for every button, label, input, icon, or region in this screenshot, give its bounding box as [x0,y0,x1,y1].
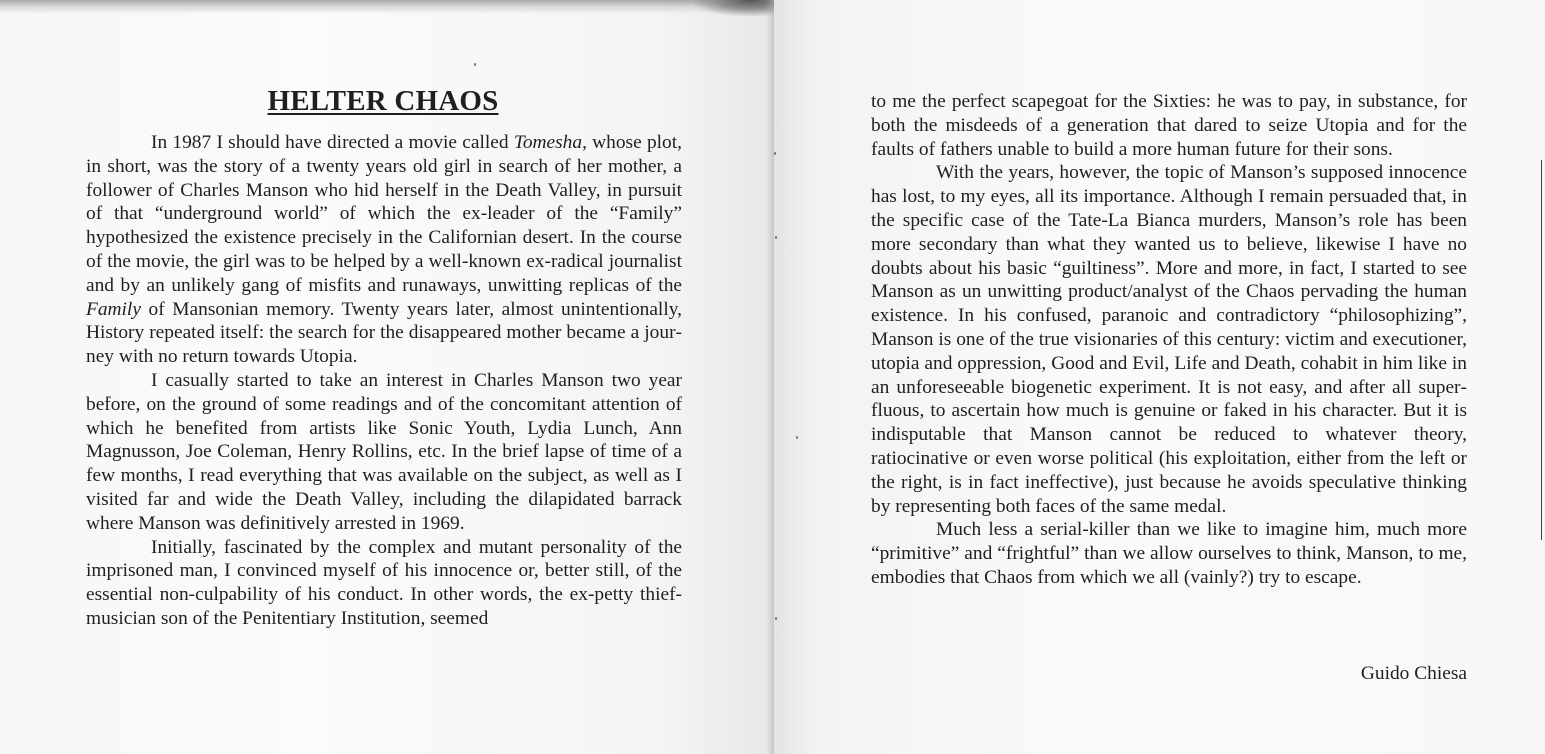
author-signature: Guido Chiesa [1360,663,1467,684]
paragraph: I casually started to take an interest in Charles Manson two year before, on the ground of some readings and of the concomitant attention of which he benefited from artists like Sonic Youth, Lydia Lunch, Ann Magnusson, Joe Coleman, Henry Rollins, etc. In the brief lapse of time of a few months, I read everything that was available on the subject, as well as I visited far and wide the Death Valley, including the dilapidated barrack where Manson was definitively arrested in 1969. [86,369,682,534]
left-text-column [86,131,682,631]
page-corner-shadow [694,0,774,16]
paper-speck [474,63,476,66]
paper-speck [775,617,777,620]
paragraph: With the years, however, the topic of Manson’s supposed innocence has lost, to my eyes, all its importance. Although I remain persuaded that, in the specific case of the Tate-La Bianca murders, Manson’s role has been more secondary than what they wanted us to believe, likewise I have no doubts about his basic “guiltiness”. More and more, in fact, I started to see Manson as un unwitting product/analyst of the Chaos pervading the human existence. In his confused, paranoic and contradictory “philosophizing”, Manson is one of the true visionaries of this century: victim and executioner, utopia and oppression, Good and Evil, Life and Death, cohabit in him like in an unforeseeable biogenetic experiment. It is not easy, and after all superfluous, to ascertain how much is genuine or faked in his character. But it is indisputable that Manson cannot be reduced to whatever theory, ratiocinative or even worse political (his exploitation, either from the left or the right, is in fact ineffective), just because he avoids speculative thinking by representing both faces of the same medal. [871,162,1467,517]
binding-gutter [766,0,774,754]
right-text-column [871,90,1467,590]
article-title-text: HELTER CHAOS [267,85,499,117]
paper-speck [796,436,798,439]
page-edge-line [1541,160,1542,540]
paragraph: Initially, fascinated by the complex and mutant personality of the imprisoned man, I convinced myself of his innocence or, better still, of the essential non-culpability of his conduct. In other words, the ex-petty thief-musician son of the Penitentiary Institution, seemed [86,536,682,629]
italic-title: Tomesha [513,132,583,153]
italic-title: Family [86,298,141,320]
paragraph: to me the perfect scapegoat for the Sixties: he was to pay, in substance, for both the misdeeds of a generation that dared to seize Utopia and for the faults of fathers unable to build a more human future for their sons. [871,91,1467,160]
paper-speck [775,236,777,239]
page-top-shadow [0,0,774,14]
paragraph: Much less a serial-killer than we like to imagine him, much more “primitive” and “frightful” than we allow ourselves to think, Manson, to me, embodies that Chaos from which we all (vainly?) try to escape. [871,519,1467,588]
right-page [774,0,1545,754]
paper-speck [774,152,776,155]
paragraph: In 1987 I should have directed a movie called Tomesha, whose plot, in short, was the story of a twenty years old girl in search of her mother, a follower of Charles Manson who hid herself in the Death Valley, in pursuit of that “underground world” of which the ex-leader of the “Family” hypothesized the existence precisely in the Californian desert. In the course of the movie, the girl was to be helped by a well-known ex-radical journalist and by an unlikely gang of misfits and runaways, unwitting replicas of the Family of Mansonian memory. Twenty years later, almost unintentionally, History repeated itself: the search for the disappeared mother became a journey with no return towards Utopia. [86,132,682,368]
article-title [150,83,616,119]
